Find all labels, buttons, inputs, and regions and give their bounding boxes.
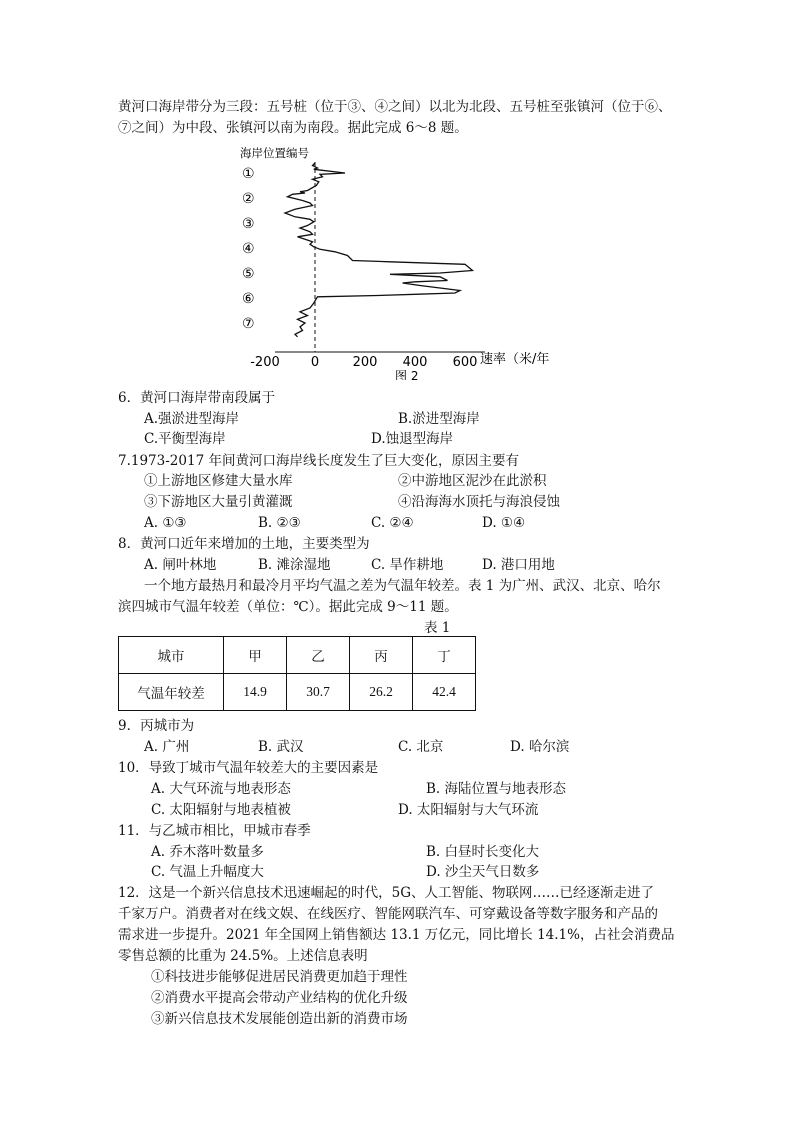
q8-stem: 8．黄河口近年来增加的土地，主要类型为 <box>118 536 370 552</box>
table-row <box>119 674 476 711</box>
q7-statement-2: ②中游地区泥沙在此淤积 <box>398 473 547 489</box>
table-cell: 14.9 <box>224 674 287 711</box>
table-row-label: 气温年较差 <box>119 674 224 711</box>
q10-option-a: A. 大气环流与地表形态 <box>151 781 291 797</box>
x-tick-label: 600 <box>452 355 478 370</box>
q7-option-b: B. ②③ <box>258 515 301 531</box>
q8-option-a: A. 闸叶林地 <box>144 557 217 573</box>
q9-option-d: D. 哈尔滨 <box>510 739 570 755</box>
q12-statement-2: ②消费水平提高会带动产业结构的优化升级 <box>151 990 408 1006</box>
q10-stem: 10．导致丁城市气温年较差大的主要因素是 <box>118 760 379 776</box>
y-tick-label: ③ <box>242 216 255 232</box>
table-header-cell: 丙 <box>350 637 413 674</box>
y-tick-label: ④ <box>242 241 255 257</box>
y-tick-label: ① <box>242 166 255 182</box>
y-tick-label: ⑥ <box>242 291 255 307</box>
q12-line-3: 需求进一步提升。2021 年全国网上销售额达 13.1 万亿元，同比增长 14.1%，占社会消费品 <box>118 927 675 943</box>
table-cell: 26.2 <box>350 674 413 711</box>
temperature-range-table <box>118 636 476 711</box>
q8-option-b: B. 滩涂湿地 <box>258 557 331 573</box>
y-tick-label: ⑤ <box>242 266 255 282</box>
table-header-row <box>119 637 476 674</box>
q6-stem: 6．黄河口海岸带南段属于 <box>118 390 276 406</box>
q8-option-d: D. 港口用地 <box>482 557 555 573</box>
table-cell: 42.4 <box>413 674 476 711</box>
q7-statement-3: ③下游地区大量引黄灌溉 <box>144 494 293 510</box>
q6-option-c: C.平衡型海岸 <box>144 431 226 447</box>
q7-stem: 7.1973-2017 年间黄河口海岸线长度发生了巨大变化，原因主要有 <box>118 453 519 469</box>
y-tick-label: ② <box>242 191 255 207</box>
q6-option-a: A.强淤进型海岸 <box>144 411 240 427</box>
q6-option-d: D.蚀退型海岸 <box>371 431 454 447</box>
q12-line-2: 千家万户。消费者对在线文娱、在线医疗、智能网联汽车、可穿戴设备等数字服务和产品的 <box>118 906 658 922</box>
q7-option-d: D. ①④ <box>482 515 526 531</box>
q7-option-a: A. ①③ <box>144 515 187 531</box>
q11-option-b: B. 白昼时长变化大 <box>426 844 540 860</box>
q10-option-b: B. 海陆位置与地表形态 <box>426 781 567 797</box>
y-tick-label: ⑦ <box>242 316 255 332</box>
x-tick-label: 400 <box>402 355 428 370</box>
q7-option-c: C. ②④ <box>371 515 414 531</box>
q8-option-c: C. 旱作耕地 <box>371 557 444 573</box>
x-tick-label: 0 <box>310 355 320 370</box>
q12-line-1: 12．这是一个新兴信息技术迅速崛起的时代，5G、人工智能、物联网……已经逐渐走进了 <box>118 885 655 901</box>
intro-1-line-1: 黄河口海岸带分为三段：五号桩（位于③、④之间）以北为北段、五号桩至张镇河（位于⑥、 <box>118 99 672 115</box>
q10-option-d: D. 太阳辐射与大气环流 <box>398 802 539 818</box>
q11-option-c: C. 气温上升幅度大 <box>151 864 264 880</box>
q7-statement-4: ④沿海海水顶托与海浪侵蚀 <box>398 494 560 510</box>
q11-option-d: D. 沙尘天气日数多 <box>426 864 540 880</box>
intro-2-line-1: 一个地方最热月和最冷月平均气温之差为气温年较差。表 1 为广州、武汉、北京、哈尔 <box>144 578 661 594</box>
coastline-rate-chart <box>235 140 565 380</box>
q12-statement-3: ③新兴信息技术发展能创造出新的消费市场 <box>151 1011 408 1027</box>
intro-1-line-2: ⑦之间）为中段、张镇河以南为南段。据此完成 6～8 题。 <box>118 120 468 136</box>
q7-statement-1: ①上游地区修建大量水库 <box>144 473 293 489</box>
q11-option-a: A. 乔木落叶数量多 <box>151 844 264 860</box>
q12-line-4: 零售总额的比重为 24.5%。上述信息表明 <box>118 948 368 964</box>
table-header-cell: 乙 <box>287 637 350 674</box>
table-header-cell: 城市 <box>119 637 224 674</box>
chart-x-label: 速率（米/年 <box>480 352 550 367</box>
q9-option-a: A. 广州 <box>144 739 190 755</box>
table-header-cell: 丁 <box>413 637 476 674</box>
chart-caption: 图 2 <box>395 369 419 380</box>
q6-option-b: B.淤进型海岸 <box>398 411 480 427</box>
q11-stem: 11．与乙城市相比，甲城市春季 <box>118 823 311 839</box>
x-tick-label: 200 <box>352 355 378 370</box>
table-header-cell: 甲 <box>224 637 287 674</box>
intro-2-line-2: 滨四城市气温年较差（单位：℃）。据此完成 9～11 题。 <box>118 599 458 615</box>
x-tick-label: -200 <box>250 355 280 370</box>
chart-y-label: 海岸位置编号 <box>240 146 309 160</box>
table-cell: 30.7 <box>287 674 350 711</box>
table-caption: 表 1 <box>424 620 451 636</box>
q10-option-c: C. 太阳辐射与地表植被 <box>151 802 291 818</box>
q9-stem: 9．丙城市为 <box>118 718 195 734</box>
q9-option-c: C. 北京 <box>398 739 444 755</box>
rate-series-line <box>285 163 473 337</box>
q12-statement-1: ①科技进步能够促进居民消费更加趋于理性 <box>151 969 408 985</box>
q9-option-b: B. 武汉 <box>258 739 304 755</box>
